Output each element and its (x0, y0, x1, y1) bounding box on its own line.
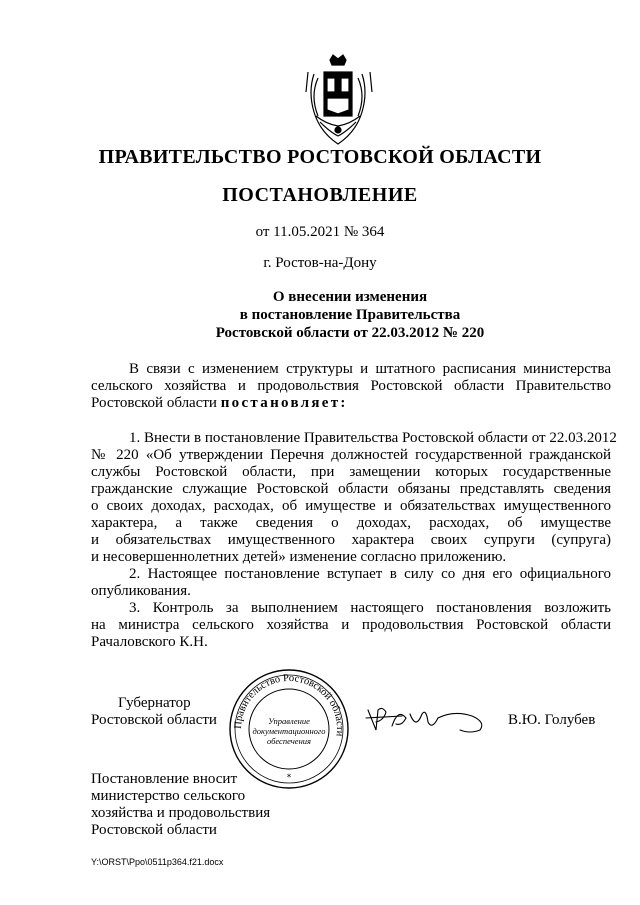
text-line: гражданские служащие Ростовской области обязаны представлять сведения (91, 481, 611, 497)
subject-line: в постановление Правительства (239, 307, 461, 323)
file-path-footer: Y:\ORST\Ppo\0511p364.f21.docx (91, 857, 224, 867)
submitted-by-line: хозяйства и продовольствия (91, 805, 271, 821)
signatory-name: В.Ю. Голубев (508, 712, 596, 728)
subject-line: О внесении изменения (272, 289, 428, 305)
government-title: ПРАВИТЕЛЬСТВО РОСТОВСКОЙ ОБЛАСТИ (98, 146, 542, 168)
stamp-star-icon: * (286, 773, 292, 783)
stamp-inner-line: обеспечения (266, 736, 312, 746)
text-line: 2. Настоящее постановление вступает в силу со дня его официального (129, 566, 611, 582)
text-line: опубликования. (91, 583, 191, 599)
document-type: ПОСТАНОВЛЕНИЕ (222, 184, 418, 206)
subject-line: Ростовской области от 22.03.2012 № 220 (215, 325, 485, 341)
text-line: на министра сельского хозяйства и продовольствия Ростовской области (91, 617, 611, 633)
stamp-inner-line: документационного (252, 726, 326, 736)
text-line: и обязательствах имущественного характера своих супруги (супруга) (91, 532, 611, 548)
text-line: и несовершеннолетних детей» изменение согласно приложению. (91, 549, 507, 565)
stamp-inner-line: Управление (268, 716, 310, 726)
item-3-paragraph (91, 600, 611, 651)
text-line: Рачаловского К.Н. (91, 634, 208, 650)
submitted-by-line: Ростовской области (91, 822, 217, 838)
decides-word: постановляет: (220, 395, 348, 411)
text-line: 1. Внести в постановление Правительства Ростовской области от 22.03.2012 (129, 430, 617, 446)
text-line: № 220 «Об утверждении Перечня должностей государственной гражданской (91, 447, 611, 463)
text-line: сельского хозяйства и продовольствия Ростовской области Правительство (91, 378, 611, 394)
date-and-number: от 11.05.2021 № 364 (255, 224, 385, 240)
preamble-paragraph (91, 361, 611, 412)
text-line: 3. Контроль за выполнением настоящего постановления возложить (129, 600, 611, 616)
text-line: о своих доходах, расходах, об имуществе и обязательствах имущественного (91, 498, 611, 514)
submitted-by-block (91, 771, 270, 839)
text-line: службы Ростовской области, при замещении которых государственные (91, 464, 611, 480)
handwritten-signature (362, 700, 492, 740)
item-2-paragraph (91, 566, 611, 600)
submitted-by-line: министерство сельского (91, 788, 246, 804)
submitted-by-line: Постановление вносит (91, 771, 238, 787)
city: г. Ростов-на-Дону (263, 255, 377, 271)
text-fragment: Ростовской области (91, 395, 221, 411)
stamp-ring-text: Правительство Ростовской области (232, 672, 346, 737)
text-line (91, 395, 611, 412)
item-1-paragraph (91, 430, 617, 566)
signatory-title-line2: Ростовской области (91, 712, 217, 728)
subject-heading (150, 288, 550, 342)
text-line: характера, а также сведения о доходах, расходах, об имуществе (91, 515, 611, 531)
text-line: В связи с изменением структуры и штатного расписания министерства (129, 361, 611, 377)
coat-of-arms-emblem (300, 52, 376, 150)
signatory-title-line1: Губернатор (118, 695, 191, 711)
